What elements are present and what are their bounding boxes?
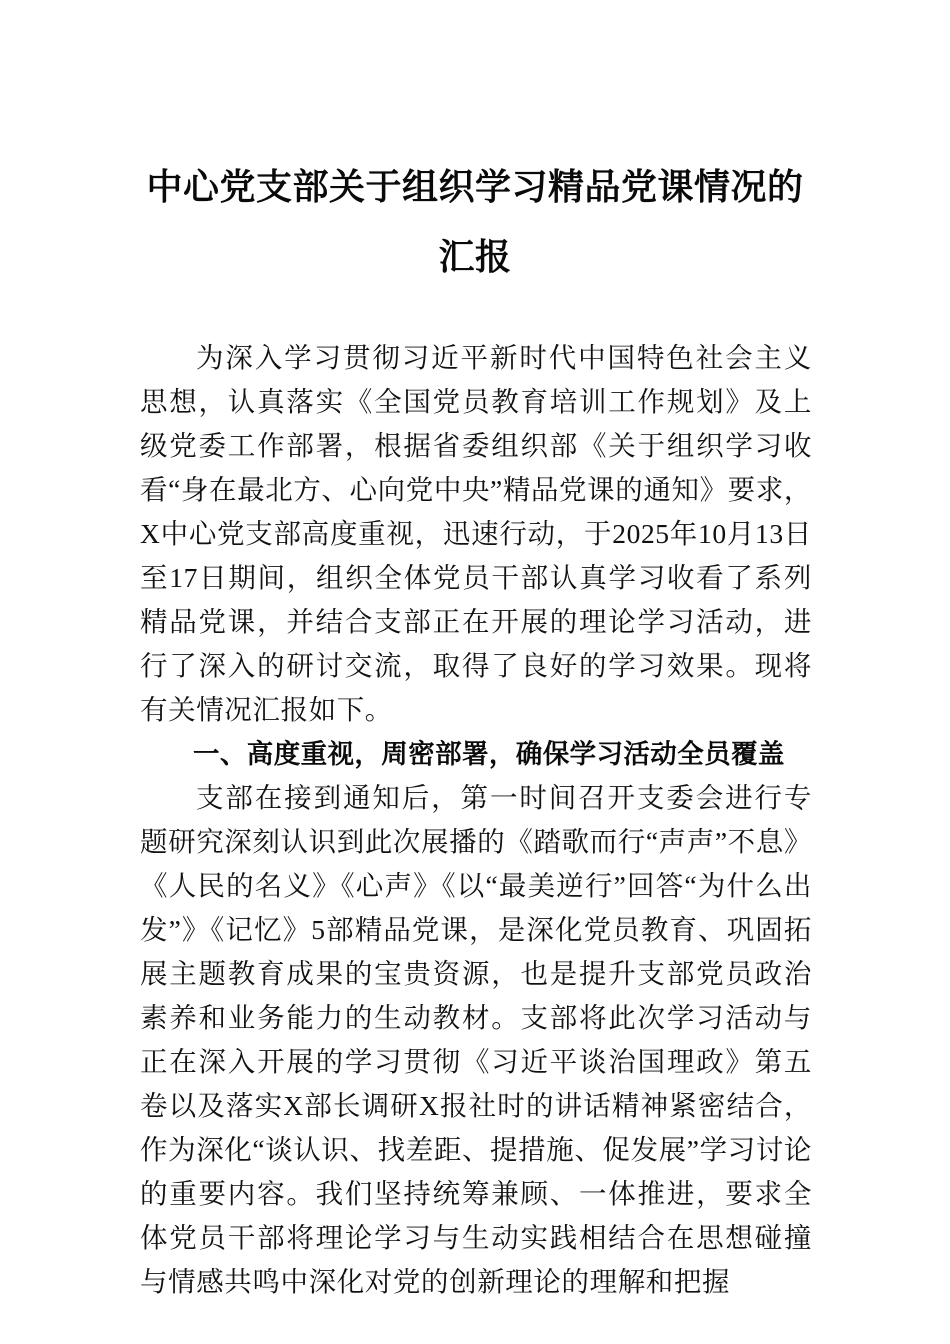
intro-paragraph: 为深入学习贯彻习近平新时代中国特色社会主义思想，认真落实《全国党员教育培训工作规划》及上级党委工作部署，根据省委组织部《关于组织学习收看“身在最北方、心向党中央”精品党课的通知》要求，X中心党支部高度重视，迅速行动，于2025年10月13日至17日期间，组织全体党员干部认真学习收看了系列精品党课，并结合支部正在开展的理论学习活动，进行了深入的研讨交流，取得了良好的学习效果。现将有关情况汇报如下。 bbox=[140, 342, 812, 725]
page-title-line-2: 汇报 bbox=[438, 237, 512, 277]
page-title-line-1: 中心党支部关于组织学习精品党课情况的 bbox=[146, 167, 804, 207]
page-title bbox=[140, 152, 810, 292]
document-body bbox=[140, 336, 812, 1304]
section-one-body: 支部在接到通知后，第一时间召开支委会进行专题研究深刻认识到此次展播的《踏歌而行“声声”不息》《人民的名义》《心声》《以“最美逆行”回答“为什么出发”》《记忆》5部精品党课，是深化党员教育、巩固拓展主题教育成果的宝贵资源，也是提升支部党员政治素养和业务能力的生动教材。支部将此次学习活动与正在深入开展的学习贯彻《习近平谈治国理政》第五卷以及落实X部长调研X报社时的讲话精神紧密结合，作为深化“谈认识、找差距、提措施、促发展”学习讨论的重要内容。我们坚持统筹兼顾、一体推进，要求全体党员干部将理论学习与生动实践相结合在思想碰撞与情感共鸣中深化对党的创新理论的理解和把握 bbox=[140, 782, 812, 1297]
section-heading-one: 一、高度重视，周密部署，确保学习活动全员覆盖 bbox=[193, 739, 785, 769]
